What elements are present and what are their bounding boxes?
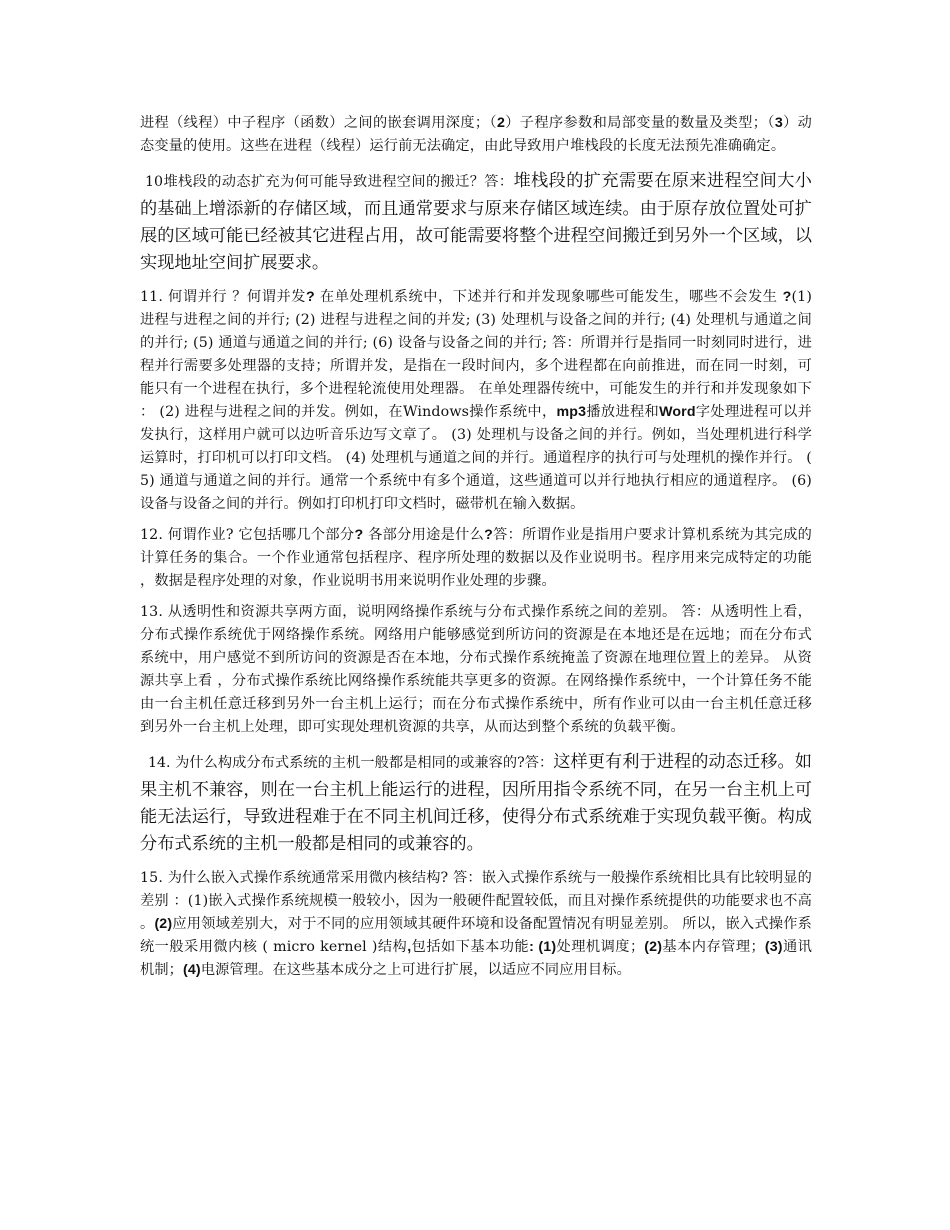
bold-mark: ? xyxy=(354,527,364,543)
bold-mark: ? xyxy=(306,289,315,305)
answer-10-text: 堆栈段的扩充需要在原来进程空间大小的基础上增添新的存储区域，而且通常要求与原来存储区域连续。由于原存放位置处可扩展的区域可能已经被其它进程占用，故可能需要将整个进程空间搬迁到另外一个区域，以实现地址空间扩展要求。 xyxy=(140,171,812,273)
text-run: 播放进程和 xyxy=(586,404,660,420)
bold-number: (3) xyxy=(764,939,783,955)
text-run: 应用领域差别大，对于不同的应用领域其硬件环境和设备配置情况有明显差别。 所以，嵌入式操作系统一般采用微内核 ( micro kernel )结构 xyxy=(140,916,812,955)
question-10-text: 10堆栈段的动态扩充为何可能导致进程空间的搬迁？答： xyxy=(145,174,514,190)
paragraph-stack-depth-continuation xyxy=(140,112,812,158)
text-run: (1) 进程与进程之间的并行; (2) 进程与进程之间的并发; (3) 处理机与设备之间的并行; (4) 处理机与通道之间的并行; (5) 通道与通道之间的并行; (6) 设备与设备之间的并行; 答：所谓并行是指同一时刻同时进行，进程并行需要多处理器的支持；所谓并发，是指在一段时间内，多个进程都在向前推进，而在同一时刻，可能只有一个进程在执行，多个进程轮流使用处理器。 在单处理器传统中，可能发生的并行和并发现象如下： (2) 进程与进程之间的并发。例如，在Windows操作系统中， xyxy=(140,289,812,420)
text-run: 13. 从透明性和资源共享两方面，说明网络操作系统与分布式操作系统之间的差别。 答：从透明性上看，分布式操作系统优于网络操作系统。网络用户能够感觉到所访问的资源是在本地还是在远地；而在分布式系统中，用户感觉不到所访问的资源是否在本地，分布式操作系统掩盖了资源在地理位置上的差异。 从资源共享上看 ，分布式操作系统比网络操作系统能共享更多的资源。在网络操作系统中，一个计算任务不能由一台主机任意迁移到另外一台主机上运行；而在分布式操作系统中，所有作业可以由一台主机任意迁移到另外一台主机上处理，即可实现处理机资源的共享，从而达到整个系统的负载平衡。 xyxy=(140,604,812,735)
text-run: 基本内存管理； xyxy=(662,939,765,955)
bold-number: (2) xyxy=(644,939,663,955)
text-run: 通讯机制； xyxy=(140,939,812,978)
paragraph-question-11 xyxy=(140,286,812,516)
bold-mark: ? xyxy=(782,289,792,305)
text-run: 各部分用途是什么 xyxy=(363,527,485,543)
bold-number: : (1) xyxy=(529,939,557,955)
paragraph-question-13 xyxy=(140,601,812,739)
text-run: 15. 为什么嵌入式操作系统通常采用微内核结构? 答：嵌入式操作系统与一般操作系统相比具有比较明显的差别 ：(1)嵌入式操作系统规模一般较小，因为一般硬件配置较低，而且对操作系统提供的功能要求也不高。 xyxy=(140,870,812,932)
text-run: 字处理进程可以并发执行，这样用户就可以边听音乐边写文章了。 (3) 处理机与设备之间的并行。例如，当处理机进行科学运算时，打印机可以打印文档。 (4) 处理机与通道之间的并行。通道程序的执行可与处理机的操作并行。 (5) 通道与通道之间的并行。通常一个系统中有多个通道，这些通道可以并行地执行相应的通道程序。 (6) 设备与设备之间的并行。例如打印机打印文档时，磁带机在输入数据。 xyxy=(140,404,812,512)
bold-number: 2 xyxy=(496,115,505,131)
document-page xyxy=(140,112,812,982)
text-run: ）子程序参数和局部变量的数量及类型；（ xyxy=(505,115,775,131)
text-run: 进程（线程）中子程序（函数）之间的嵌套调用深度；（ xyxy=(140,115,497,131)
text-run: 包括如下基本功能 xyxy=(411,939,530,955)
text-run: 在单处理机系统中，下述并行和并发现象哪些可能发生，哪些不会发生 xyxy=(314,289,783,305)
question-14-text: 14. 为什么构成分布式系统的主机一般都是相同的或兼容的?答： xyxy=(148,755,554,771)
paragraph-question-15 xyxy=(140,867,812,982)
answer-14-text: 这样更有利于进程的动态迁移。如果主机不兼容，则在一台主机上能运行的进程，因所用指令系统不同，在另一台主机上可能无法运行，导致进程难于在不同主机间迁移，使得分布式系统难于实现负载平衡。构成分布式系统的主机一般都是相同的或兼容的。 xyxy=(140,752,812,854)
text-run: 12. 何谓作业? 它包括哪几个部分 xyxy=(140,527,355,543)
text-run: 电源管理。在这些基本成分之上可进行扩展，以适应不同应用目标。 xyxy=(200,962,631,978)
bold-term-word: Word xyxy=(659,404,696,420)
paragraph-question-14 xyxy=(140,749,812,858)
bold-number: (4) xyxy=(183,962,201,978)
text-run: 11. 何谓并行 ？何谓并发 xyxy=(140,289,307,305)
bold-number: (2) xyxy=(154,916,173,932)
bold-mark: ? xyxy=(484,527,493,543)
paragraph-question-12 xyxy=(140,524,812,593)
text-run: 答：所谓作业是指用户要求计算机系统为其完成的计算任务的集合。一个作业通常包括程序、程序所处理的数据以及作业说明书。程序用来完成特定的功能，数据是程序处理的对象，作业说明书用来说明作业处理的步骤。 xyxy=(140,527,812,589)
paragraph-question-10 xyxy=(140,168,812,277)
text-run: ）动态变量的使用。这些在进程（线程）运行前无法确定，由此导致用户堆栈段的长度无法预先准确确定。 xyxy=(140,115,812,154)
bold-term-mp3: mp3 xyxy=(556,404,587,420)
text-run: 处理机调度； xyxy=(556,939,645,955)
bold-mark: , xyxy=(407,939,412,955)
bold-number: 3 xyxy=(774,115,783,131)
